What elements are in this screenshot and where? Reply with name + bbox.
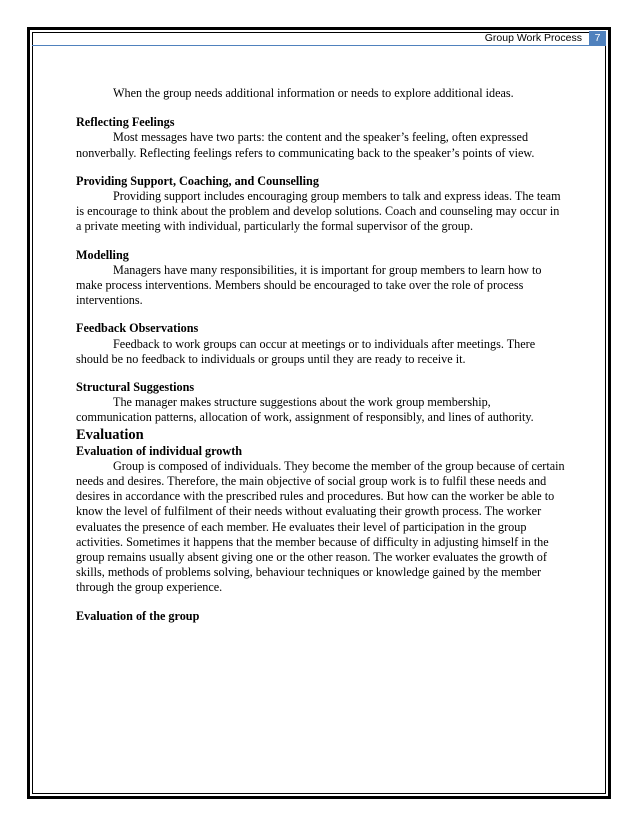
heading-feedback: Feedback Observations (76, 321, 199, 336)
heading-structural: Structural Suggestions (76, 380, 195, 395)
header-title: Group Work Process (484, 32, 582, 44)
heading-group-evaluation: Evaluation of the group (76, 608, 200, 623)
heading-evaluation: Evaluation (76, 426, 144, 443)
heading-individual-growth: Evaluation of individual growth (76, 443, 243, 458)
heading-modelling: Modelling (76, 247, 129, 262)
paragraph-structural: The manager makes structure suggestions about the work group membership, communication patterns, allocation of work, assignment of responsibly, and lines of authority. (76, 395, 534, 425)
paragraph-individual-growth: Group is composed of individuals. They become the member of the group because of certain needs and desires. Therefore, the main objective of social group work is to fulfil these needs and desires in accordance with the prescribed rules and procedures. But how can the worker be able to know the level of fulfilment of their needs without evaluating their growth process. The worker evaluates the presence of each member. He evaluates their level of participation in the group activities. Sometimes it happens that the member because of difficulty in adjusting himself in the group remains usually absent giving one or the other reason. The worker evaluates the growth of skills, methods of problems solving, behaviour techniques or knowledge gained by the member through the group experience. (76, 458, 565, 595)
paragraph-reflecting-feelings: Most messages have two parts: the content and the speaker’s feeling, often expressed nonverbally. Reflecting feelings refers to communicating back to the speaker’s points of view. (76, 130, 535, 160)
page-number-badge: 7 (589, 31, 606, 45)
paragraph-support: Providing support includes encouraging group members to talk and express ideas. The team is encourage to think about the problem and develop solutions. Coach and counseling may occur in a private meeting with individual, particularly the formal supervisor of the group. (76, 189, 561, 234)
heading-support: Providing Support, Coaching, and Counselling (76, 173, 319, 188)
paragraph-modelling: Managers have many responsibilities, it is important for group members to learn how to make process interventions. Members should be encouraged to take over the role of process interventions. (76, 262, 542, 308)
running-header (32, 31, 606, 45)
document-body (76, 86, 566, 624)
header-rule (32, 45, 606, 46)
paragraph-feedback: Feedback to work groups can occur at meetings or to individuals after meetings. There should be no feedback to individuals or groups until they are ready to receive it. (76, 336, 536, 366)
heading-reflecting-feelings: Reflecting Feelings (76, 115, 175, 130)
intro-paragraph: When the group needs additional information or needs to explore additional ideas. (113, 86, 514, 100)
